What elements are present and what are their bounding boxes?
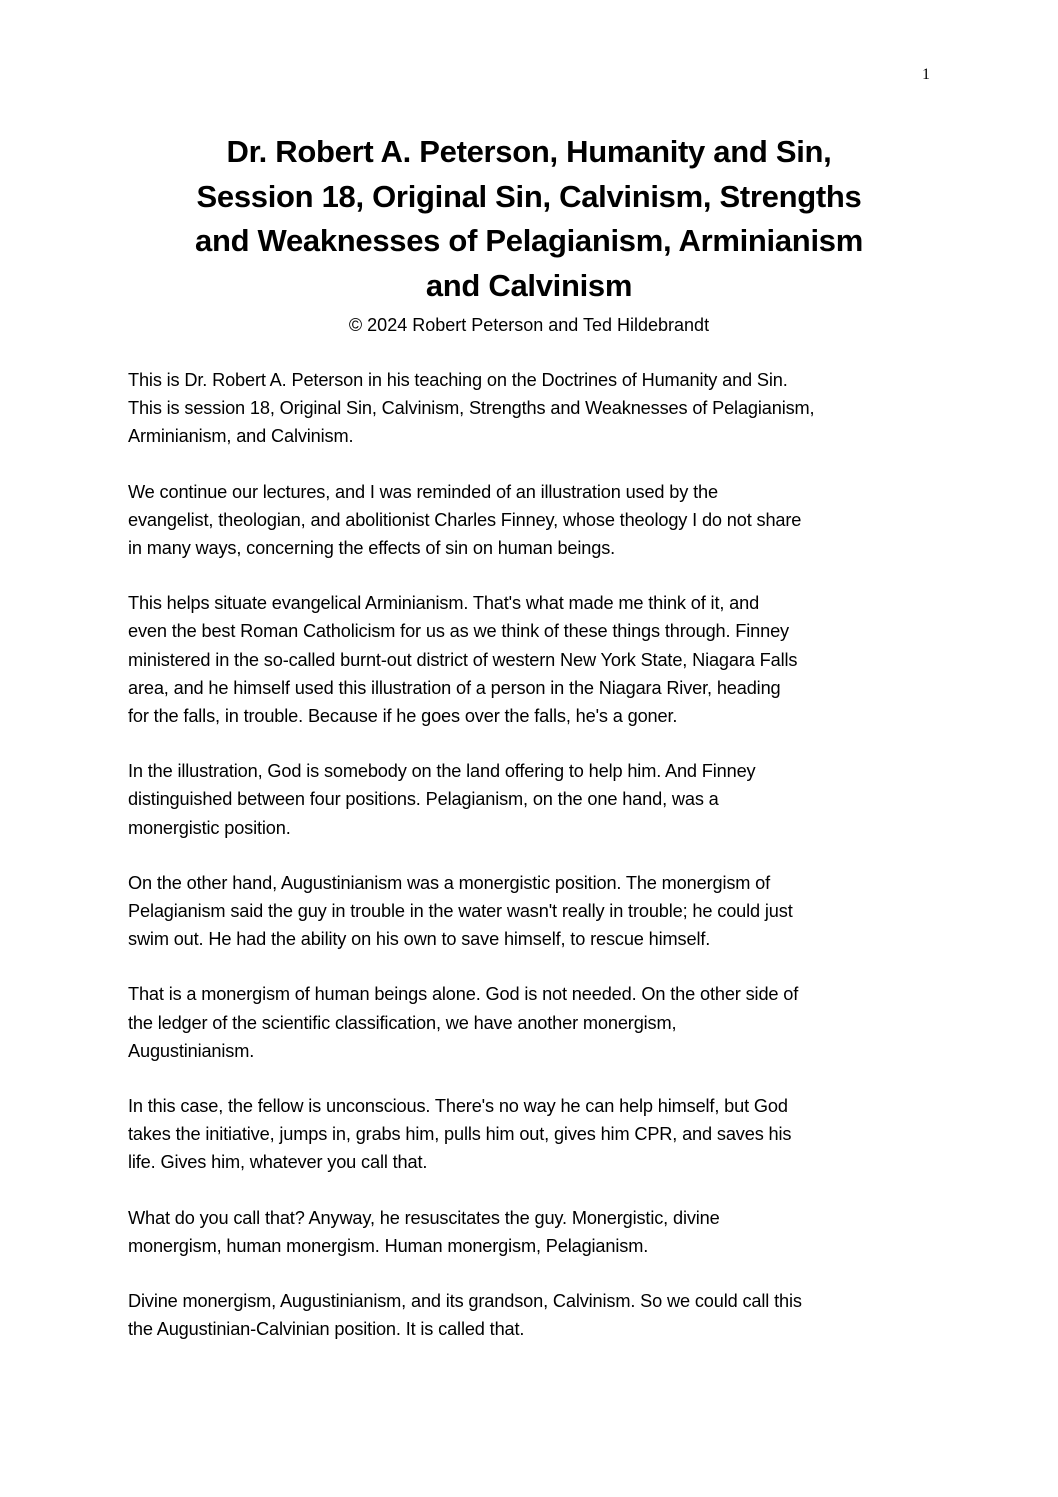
paragraph: This is Dr. Robert A. Peterson in his teaching on the Doctrines of Humanity and Sin. This is session 18, Original Sin, Calvinism, Strengths and Weaknesses of Pelagianism, Arminianism, and Calvinism. xyxy=(128,370,815,447)
title-line: and Weaknesses of Pelagianism, Arminianism xyxy=(195,223,863,258)
title-line: Dr. Robert A. Peterson, Humanity and Sin, xyxy=(226,134,832,169)
paragraph: What do you call that? Anyway, he resuscitates the guy. Monergistic, divine monergism, human monergism. Human monergism, Pelagianism. xyxy=(128,1207,720,1256)
paragraph: On the other hand, Augustinianism was a monergistic position. The monergism of Pelagianism said the guy in trouble in the water wasn't really in trouble; he could just swim out. He had the ability on his own to save himself, to rescue himself. xyxy=(128,872,793,950)
page-number: 1 xyxy=(922,66,930,83)
paragraph: This helps situate evangelical Arminianism. That's what made me think of it, and even the best Roman Catholicism for us as we think of these things through. Finney ministered in the so-called burnt-out district of western New York State, Niagara Falls area, and he himself used this illustration of a person in the Niagara River, heading for the falls, in trouble. Because if he goes over the falls, he's a goner. xyxy=(128,593,798,727)
paragraph: Divine monergism, Augustinianism, and its grandson, Calvinism. So we could call this the Augustinian-Calvinian position. It is called that. xyxy=(128,1291,802,1340)
title-line: and Calvinism xyxy=(425,267,633,303)
paragraph: That is a monergism of human beings alone. God is not needed. On the other side of the ledger of the scientific classification, we have another monergism, Augustinianism. xyxy=(128,984,799,1061)
paragraph: In this case, the fellow is unconscious. There's no way he can help himself, but God takes the initiative, jumps in, grabs him, pulls him out, gives him CPR, and saves his life. Gives him, whatever you call that. xyxy=(128,1096,792,1173)
paragraph: In the illustration, God is somebody on the land offering to help him. And Finney distinguished between four positions. Pelagianism, on the one hand, was a monergistic position. xyxy=(128,761,756,838)
document-title xyxy=(150,130,908,308)
copyright-notice: © 2024 Robert Peterson and Ted Hildebrandt xyxy=(348,315,710,335)
title-line: Session 18, Original Sin, Calvinism, Strengths xyxy=(196,178,862,214)
paragraph: We continue our lectures, and I was reminded of an illustration used by the evangelist, theologian, and abolitionist Charles Finney, whose theology I do not share in many ways, concerning the effects of sin on human beings. xyxy=(128,481,802,559)
transcript-body xyxy=(128,366,936,1370)
